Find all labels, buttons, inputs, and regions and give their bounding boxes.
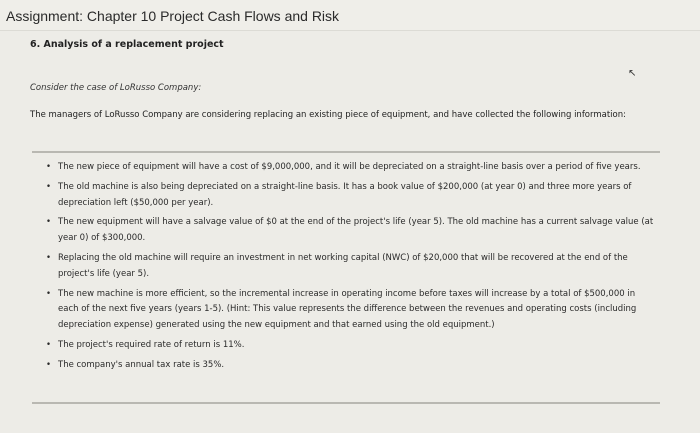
fact-item [46, 358, 658, 374]
divider-top [32, 151, 660, 153]
bullet-icon: • [46, 339, 52, 350]
fact-item [46, 180, 658, 212]
fact-text: The company's annual tax rate is 35%. [58, 359, 225, 370]
fact-item [46, 287, 658, 334]
facts-list [46, 160, 658, 378]
question-heading: 6. Analysis of a replacement project [30, 39, 224, 50]
bullet-icon: • [46, 162, 52, 172]
fact-item [46, 251, 658, 283]
bullet-icon: • [46, 217, 52, 228]
fact-text: The old machine is also being depreciated on a straight-line basis. It has a book value of $200,000 (at year 0) and three more years of depreciation left ($50,000 per year). [58, 181, 632, 208]
fact-text: The new equipment will have a salvage value of $0 at the end of the project's life (year 5). The old machine has a current salvage value (at year 0) of $300,000. [58, 217, 654, 244]
fact-item [46, 160, 658, 176]
mouse-cursor-icon: ↖ [628, 68, 637, 79]
divider-bottom [32, 402, 660, 404]
fact-item [46, 215, 658, 247]
assignment-title: Assignment: Chapter 10 Project Cash Flows and Risk [6, 8, 340, 24]
fact-text: Replacing the old machine will require an investment in net working capital (NWC) of $20,000 that will be recovered at the end of the project's life (year 5). [58, 252, 628, 279]
scenario-text: The managers of LoRusso Company are considering replacing an existing piece of equipment, and have collected the following information: [30, 110, 626, 120]
fact-text: The new machine is more efficient, so the incremental increase in operating income before taxes will increase by a total of $500,000 in each of the next five years (years 1-5). (Hint: This value represents the difference between the revenues and operating costs (including depreciation expense) generated using the new equipment and that earned using the old equipment.) [58, 288, 637, 331]
bullet-icon: • [46, 252, 52, 263]
bullet-icon: • [46, 181, 52, 192]
case-intro-text: Consider the case of LoRusso Company: [30, 83, 202, 93]
title-bar [0, 0, 700, 31]
fact-text: The new piece of equipment will have a cost of $9,000,000, and it will be depreciated on a straight-line basis over a period of five years. [58, 162, 641, 172]
fact-item [46, 338, 658, 354]
bullet-icon: • [46, 288, 52, 299]
fact-text: The project's required rate of return is 11%. [58, 339, 245, 350]
bullet-icon: • [46, 359, 52, 370]
